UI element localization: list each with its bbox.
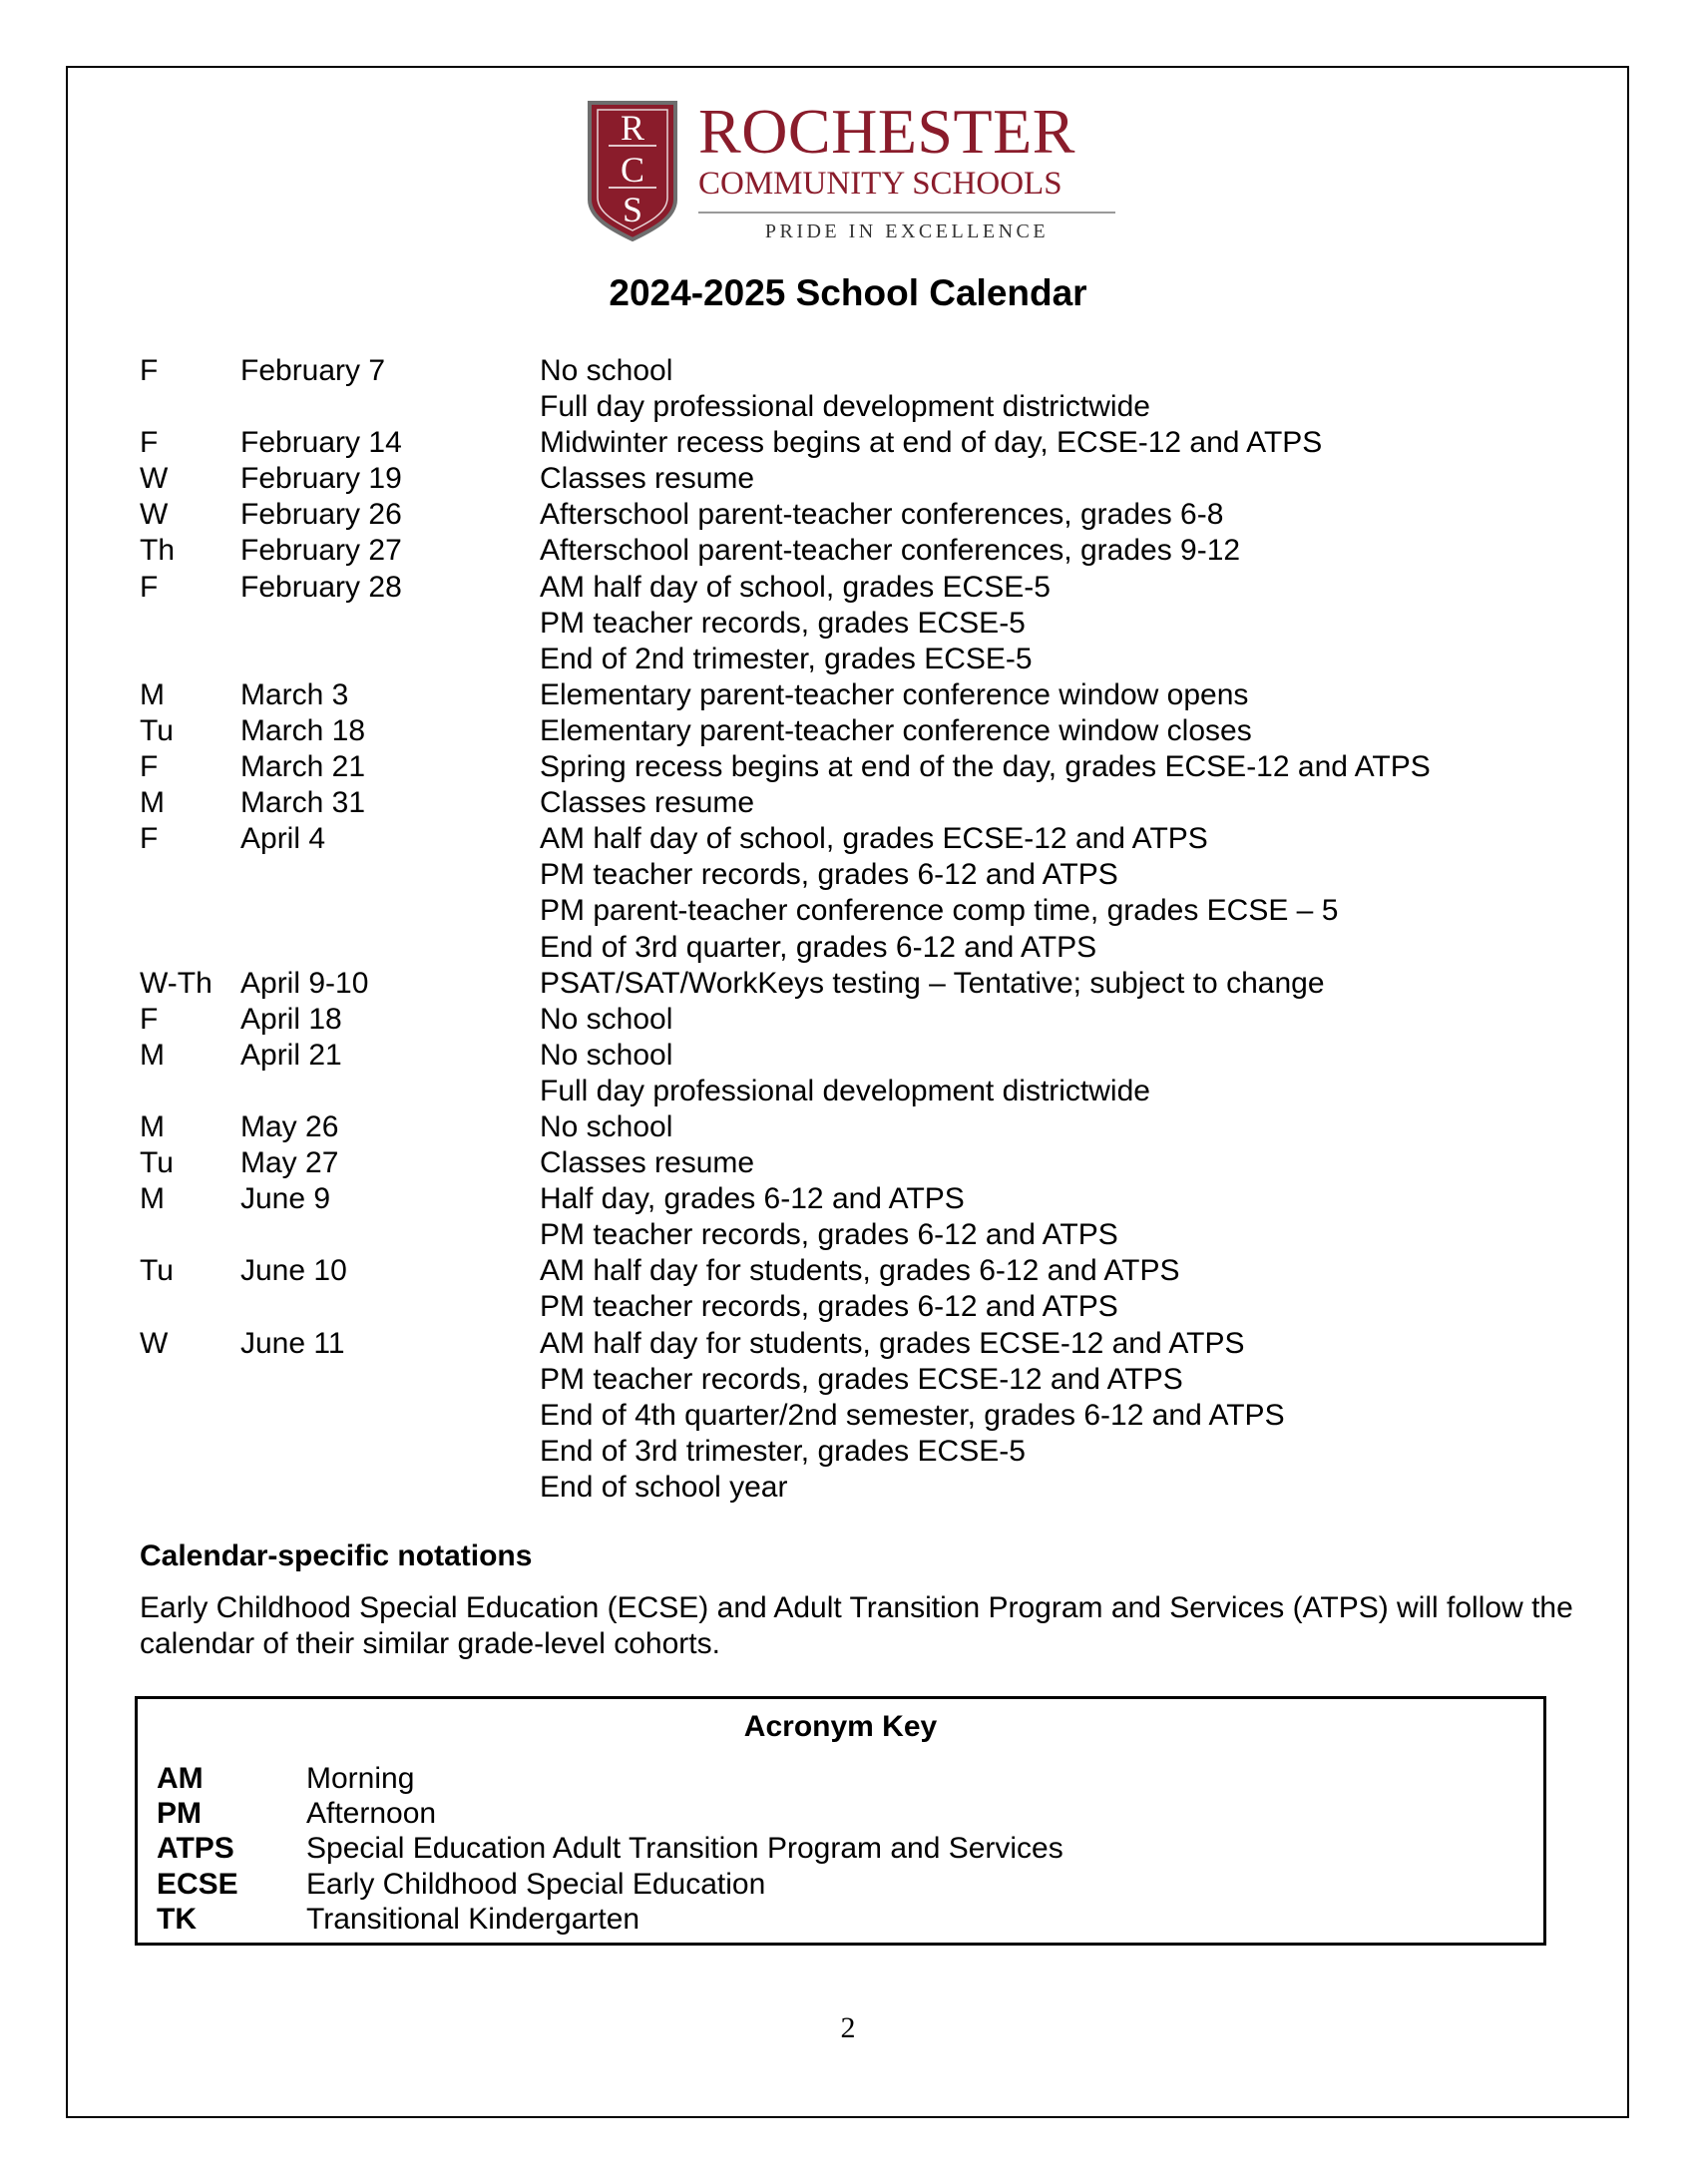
schedule-description: AM half day for students, grades ECSE-12 and ATPS [540,1326,1245,1360]
schedule-row [140,1145,1536,1181]
schedule-date: February 14 [240,426,402,460]
schedule-description: Classes resume [540,462,755,496]
schedule-row [140,353,1536,389]
shield-letter-s: S [622,190,643,229]
schedule-row [140,1002,1536,1038]
schedule-description: Elementary parent-teacher conference window closes [540,713,1252,747]
schedule-description: No school [540,354,673,387]
schedule-description: AM half day for students, grades 6-12 and ATPS [540,1254,1180,1288]
schedule-date: April 21 [240,1038,342,1072]
schedule-date: June 11 [240,1326,345,1360]
schedule-description: PM teacher records, grades ECSE-5 [540,606,1026,640]
schedule-row [140,461,1536,497]
schedule-date: April 9-10 [240,966,369,1000]
schedule-description: Afterschool parent-teacher conferences, grades 9-12 [540,534,1241,568]
schedule-day: W [140,1326,169,1360]
schedule-day: W [140,462,169,496]
acronym-definition: Morning [306,1762,415,1795]
schedule-description: Midwinter recess begins at end of day, ECSE-12 and ATPS [540,426,1323,460]
schedule-description: End of school year [540,1470,788,1504]
schedule-row [140,1398,1536,1434]
schedule-day: Th [140,534,176,568]
schedule-row [140,425,1536,461]
acronym-key-title: Acronym Key [743,1710,938,1743]
shield-logo-icon [587,100,678,241]
schedule-date: February 19 [240,462,402,496]
schedule-date: April 18 [240,1002,342,1036]
schedule-row [140,642,1536,677]
schedule-date: June 10 [240,1254,347,1288]
logo-name: ROCHESTER [698,96,1075,167]
schedule-day: Tu [140,1254,174,1288]
schedule-row [140,1362,1536,1398]
schedule-day: Tu [140,713,174,747]
schedule-date: May 27 [240,1146,339,1180]
schedule-date: March 21 [240,750,366,784]
schedule-row [140,1253,1536,1289]
schedule-row [140,389,1536,425]
shield-letter-r: R [620,108,645,148]
schedule-description: No school [540,1002,673,1036]
schedule-row [140,1074,1536,1109]
acronym-abbreviation: PM [157,1797,202,1831]
schedule-row [140,1181,1536,1217]
schedule-day: W [140,498,169,532]
schedule-description: AM half day of school, grades ECSE-12 and ATPS [540,822,1208,856]
shield-letter-c: C [620,150,645,190]
acronym-definition: Early Childhood Special Education [306,1867,766,1901]
logo-tagline: PRIDE IN EXCELLENCE [764,220,1050,242]
document-title: 2024-2025 School Calendar [609,272,1087,313]
schedule-row [140,966,1536,1002]
schedule-date: March 31 [240,786,366,820]
schedule-row [140,821,1536,857]
schedule-description: Afterschool parent-teacher conferences, grades 6-8 [540,498,1224,532]
logo-subtitle: COMMUNITY SCHOOLS [698,166,1062,202]
rcs-logo [587,96,1115,242]
schedule-date: March 3 [240,677,349,711]
schedule-description: PM teacher records, grades 6-12 and ATPS [540,1290,1118,1324]
schedule-description: PSAT/SAT/WorkKeys testing – Tentative; subject to change [540,966,1325,1000]
schedule-description: Half day, grades 6-12 and ATPS [540,1182,965,1216]
schedule-description: Classes resume [540,786,755,820]
schedule-description: End of 3rd quarter, grades 6-12 and ATPS [540,930,1097,964]
schedule-row [140,1217,1536,1253]
schedule-day: F [140,570,159,604]
schedule-row [140,893,1536,929]
schedule-day: M [140,677,165,711]
acronym-abbreviation: ATPS [157,1832,234,1866]
acronym-abbreviation: AM [157,1762,204,1795]
schedule-date: February 26 [240,498,402,532]
schedule-row [140,1470,1536,1506]
notations-heading: Calendar-specific notations [140,1539,533,1572]
schedule-row [140,677,1536,713]
schedule-day: F [140,1002,159,1036]
schedule-row [140,570,1536,606]
schedule-row [140,1289,1536,1325]
schedule-row [140,533,1536,569]
schedule-description: PM teacher records, grades 6-12 and ATPS [540,1218,1118,1252]
schedule-row [140,497,1536,533]
acronym-key-box [135,1696,1546,1946]
schedule-day: W-Th [140,966,212,1000]
calendar-schedule [140,353,1536,1506]
schedule-day: Tu [140,1146,174,1180]
schedule-date: February 27 [240,534,402,568]
schedule-row [140,857,1536,893]
schedule-date: June 9 [240,1182,331,1216]
acronym-definition: Transitional Kindergarten [306,1902,640,1936]
schedule-description: Full day professional development districtwide [540,1074,1150,1107]
schedule-row [140,749,1536,785]
schedule-description: End of 2nd trimester, grades ECSE-5 [540,642,1033,675]
schedule-description: No school [540,1038,673,1072]
schedule-row [140,1326,1536,1362]
schedule-description: Elementary parent-teacher conference window opens [540,677,1249,711]
schedule-description: End of 3rd trimester, grades ECSE-5 [540,1434,1026,1468]
schedule-date: May 26 [240,1109,339,1143]
schedule-description: PM parent-teacher conference comp time, grades ECSE – 5 [540,894,1339,928]
schedule-day: F [140,822,159,856]
schedule-description: PM teacher records, grades ECSE-12 and ATPS [540,1362,1183,1396]
schedule-date: February 28 [240,570,402,604]
notations-text: Early Childhood Special Education (ECSE) and Adult Transition Program and Services (ATPS) will follow the calendar of their similar grade-level cohorts. [140,1591,1573,1660]
schedule-row [140,1038,1536,1074]
acronym-definition: Special Education Adult Transition Program and Services [306,1832,1063,1866]
acronym-definition: Afternoon [306,1797,437,1831]
schedule-date: March 18 [240,713,366,747]
schedule-description: AM half day of school, grades ECSE-5 [540,570,1051,604]
acronym-abbreviation: TK [157,1902,197,1936]
schedule-description: Spring recess begins at end of the day, grades ECSE-12 and ATPS [540,750,1431,784]
schedule-day: M [140,1182,165,1216]
schedule-day: M [140,1038,165,1072]
schedule-description: No school [540,1109,673,1143]
schedule-day: M [140,1109,165,1143]
schedule-day: F [140,426,159,460]
schedule-date: April 4 [240,822,326,856]
schedule-row [140,1434,1536,1470]
schedule-row [140,785,1536,821]
schedule-description: End of 4th quarter/2nd semester, grades 6-12 and ATPS [540,1398,1285,1432]
schedule-description: Classes resume [540,1146,755,1180]
schedule-row [140,606,1536,642]
schedule-day: F [140,750,159,784]
schedule-description: Full day professional development districtwide [540,390,1150,424]
logo-divider [698,212,1115,214]
schedule-row [140,930,1536,966]
schedule-row [140,713,1536,749]
schedule-day: M [140,786,165,820]
schedule-day: F [140,354,159,387]
schedule-row [140,1109,1536,1145]
page-number: 2 [840,2011,856,2044]
acronym-abbreviation: ECSE [157,1867,238,1901]
schedule-description: PM teacher records, grades 6-12 and ATPS [540,858,1118,892]
schedule-date: February 7 [240,354,386,387]
